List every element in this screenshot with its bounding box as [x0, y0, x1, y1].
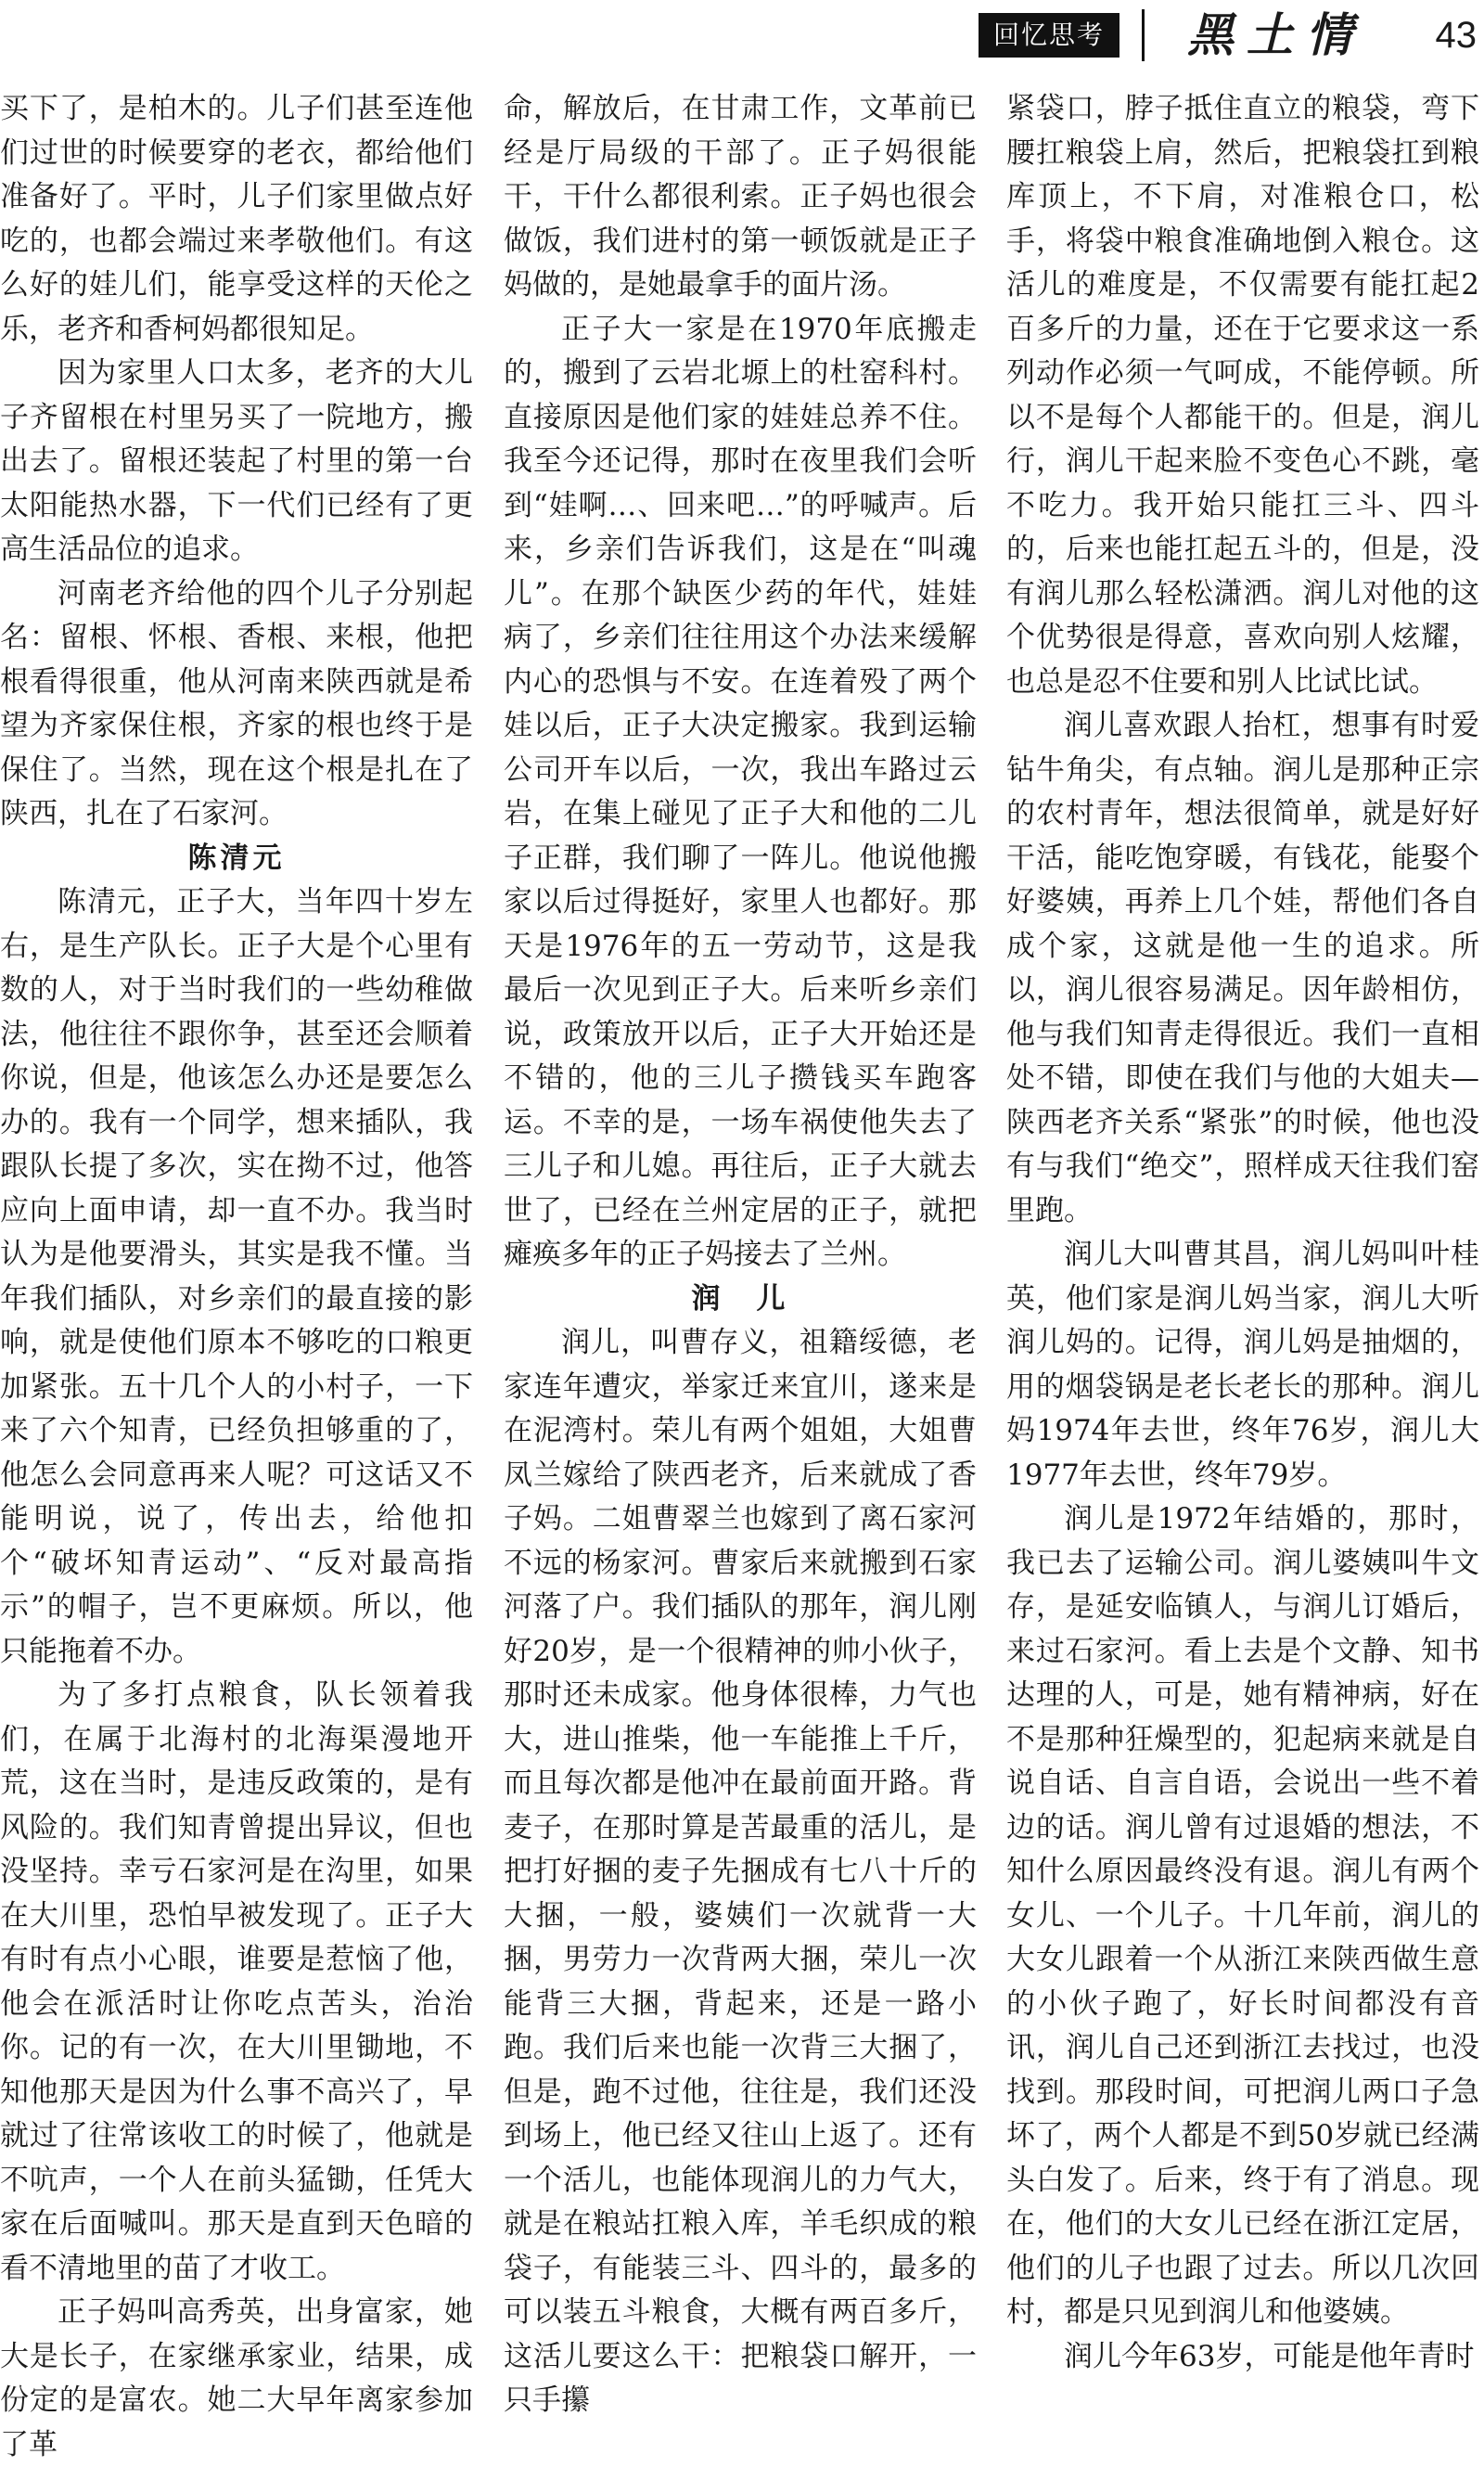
paragraph: 河南老齐给他的四个儿子分别起名：留根、怀根、香根、来根，他把根看得很重，他从河南来陕西就是希望为齐家保住根，齐家的根也终于是保住了。当然，现在这个根是扎在了陕西，扎在了石家河。: [0, 576, 473, 830]
magazine-logo: 黑土情: [1187, 7, 1365, 62]
paragraph: 润儿今年63岁，可能是他年青时: [1064, 2339, 1475, 2373]
paragraph: 买下了，是柏木的。儿子们甚至连他们过世的时候要穿的老衣，都给他们准备好了。平时，儿子们家里做点好吃的，也都会端过来孝敬他们。有这么好的娃儿们，能享受这样的天伦之乐，老齐和香柯妈都很知足。: [0, 92, 473, 346]
page-number: 43: [1435, 15, 1477, 56]
paragraph: 润儿喜欢跟人抬杠，想事有时爱钻牛角尖，有点轴。润儿是那种正宗的农村青年，想法很简单，就是好好干活，能吃饱穿暖，有钱花，能娶个好婆姨，再养上几个娃，帮他们各自成个家，这就是他一生的追求。所以，润儿很容易满足。因年龄相仿，他与我们知青走得很近。我们一直相处不错，即使在我们与他的大姐夫—陕西老齐关系“紧张”的时候，他也没有与我们“绝交”，照样成天往我们窑里跑。: [1006, 709, 1479, 1227]
paragraph: 紧袋口，脖子抵住直立的粮袋，弯下腰扛粮袋上肩，然后，把粮袋扛到粮库顶上，不下肩，对准粮仓口，松手，将袋中粮食准确地倒入粮仓。这活儿的难度是，不仅需要有能扛起2百多斤的力量，还在于它要求这一系列动作必须一气呵成，不能停顿。所以不是每个人都能干的。但是，润儿行，润儿干起来脸不变色心不跳，毫不吃力。我开始只能扛三斗、四斗的，后来也能扛起五斗的，但是，没有润儿那么轻松潇洒。润儿对他的这个优势很是得意，喜欢向别人炫耀，也总是忍不住要和别人比试比试。: [1006, 92, 1479, 699]
paragraph: 正子大一家是在1970年底搬走的，搬到了云岩北塬上的杜窑科村。直接原因是他们家的娃娃总养不住。我至今还记得，那时在夜里我们会听到“娃啊…、回来吧…”的呼喊声。后来，乡亲们告诉我们，这是在“叫魂儿”。在那个缺医少药的年代，娃娃病了，乡亲们往往用这个办法来缓解内心的恐惧与不安。在连着殁了两个娃以后，正子大决定搬家。我到运输公司开车以后，一次，我出车路过云岩，在集上碰见了正子大和他的二儿子正群，我们聊了一阵儿。他说他搬家以后过得挺好，家里人也都好。那天是1976年的五一劳动节，这是我最后一次见到正子大。后来听乡亲们说，政策放开以后，正子大开始还是不错的，他的三儿子攒钱买车跑客运。不幸的是，一场车祸使他失去了三儿子和儿媳。再往后，正子大就去世了，已经在兰州定居的正子，就把瘫痪多年的正子妈接去了兰州。: [504, 312, 977, 1271]
section-heading: 陈清元: [187, 841, 286, 875]
paragraph: 润儿大叫曹其昌，润儿妈叫叶桂英，他们家是润儿妈当家，润儿大听润儿妈的。记得，润儿妈是抽烟的，用的烟袋锅是老长老长的那种。润儿妈1974年去世，终年76岁，润儿大1977年去世，终年79岁。: [1006, 1238, 1479, 1492]
paragraph: 润儿是1972年结婚的，那时，我已去了运输公司。润儿婆姨叫牛文存，是延安临镇人，与润儿订婚后，来过石家河。看上去是个文静、知书达理的人，可是，她有精神病，好在不是那种狂燥型的，犯起病来就是自说自话、自言自语，会说出一些不着边的话。润儿曾有过退婚的想法，不知什么原因最终没有退。润儿有两个女儿、一个儿子。十几年前，润儿的大女儿跟着一个从浙江来陕西做生意的小伙子跑了，好长时间都没有音讯，润儿自己还到浙江去找过，也没找到。那段时间，可把润儿两口子急坏了，两个人都是不到50岁就已经满头白发了。后来，终于有了消息。现在，他们的大女儿已经在浙江定居，他们的儿子也跟了过去。所以几次回村，都是只见到润儿和他婆姨。: [1006, 1502, 1479, 2329]
section-heading: 润 儿: [691, 1281, 789, 1316]
paragraph: 陈清元，正子大，当年四十岁左右，是生产队长。正子大是个心里有数的人，对于当时我们的一些幼稚做法，他往往不跟你争，甚至还会顺着你说，但是，他该怎么办还是要怎么办的。我有一个同学，想来插队，我跟队长提了多次，实在拗不过，他答应向上面申请，却一直不办。我当时认为是他要滑头，其实是我不懂。当年我们插队，对乡亲们的最直接的影响，就是使他们原本不够吃的口粮更加紧张。五十几个人的小村子，一下来了六个知青，已经负担够重的了，他怎么会同意再来人呢？可这话又不能明说，说了，传出去，给他扣个“破坏知青运动”、“反对最高指示”的帽子，岂不更麻烦。所以，他只能拖着不办。: [0, 885, 473, 1668]
paragraph: 为了多打点粮食，队长领着我们，在属于北海村的北海渠漫地开荒，这在当时，是违反政策的，是有风险的。我们知青曾提出异议，但也没坚持。幸亏石家河是在沟里，如果在大川里，恐怕早被发现了。正子大有时有点小心眼，谁要是惹恼了他，他会在派活时让你吃点苦头，治治你。记的有一次，在大川里锄地，不知他那天是因为什么事不高兴了，早就过了往常该收工的时候了，他就是不吭声，一个人在前头猛锄，任凭大家在后面喊叫。那天是直到天色暗的看不清地里的苗了才收工。: [0, 1678, 473, 2285]
paragraph: 正子妈叫高秀英，出身富家，她大是长子，在家继承家业，结果，成份定的是富农。她二大早年离家参加了革: [0, 2295, 473, 2461]
header-divider: [1142, 9, 1145, 61]
text-column-1: [0, 87, 473, 2461]
paragraph: 命，解放后，在甘肃工作，文革前已经是厅局级的干部了。正子妈很能干，干什么都很利索。正子妈也很会做饭，我们进村的第一顿饭就是正子妈做的，是她最拿手的面片汤。: [504, 92, 977, 302]
page-header: [0, 0, 1484, 71]
paragraph: 润儿，叫曹存义，祖籍绥德，老家连年遭灾，举家迁来宜川，遂来是在泥湾村。荣儿有两个姐姐，大姐曹凤兰嫁给了陕西老齐，后来就成了香子妈。二姐曹翠兰也嫁到了离石家河不远的杨家河。曹家后来就搬到石家河落了户。我们插队的那年，润儿刚好20岁，是一个很精神的帅小伙子，那时还未成家。他身体很棒，力气也大，进山推柴，他一车能推上千斤，而且每次都是他冲在最前面开路。背麦子，在那时算是苦最重的活儿，是把打好捆的麦子先捆成有七八十斤的大捆，一般，婆姨们一次就背一大捆，男劳力一次背两大捆，荣儿一次能背三大捆，背起来，还是一路小跑。我们后来也能一次背三大捆了，但是，跑不过他，往往是，我们还没到场上，他已经又往山上返了。还有一个活儿，也能体现润儿的力气大，就是在粮站扛粮入库，羊毛织成的粮袋子，有能装三斗、四斗的，最多的可以装五斗粮食，大概有两百多斤，这活儿要这么干：把粮袋口解开，一只手攥: [504, 1326, 977, 2417]
section-tag: 回忆思考: [979, 13, 1119, 58]
text-column-2: [504, 87, 977, 2417]
text-column-3: [1006, 87, 1479, 2373]
paragraph: 因为家里人口太多，老齐的大儿子齐留根在村里另买了一院地方，搬出去了。留根还装起了村里的第一台太阳能热水器，下一代们已经有了更高生活品位的追求。: [0, 356, 473, 566]
